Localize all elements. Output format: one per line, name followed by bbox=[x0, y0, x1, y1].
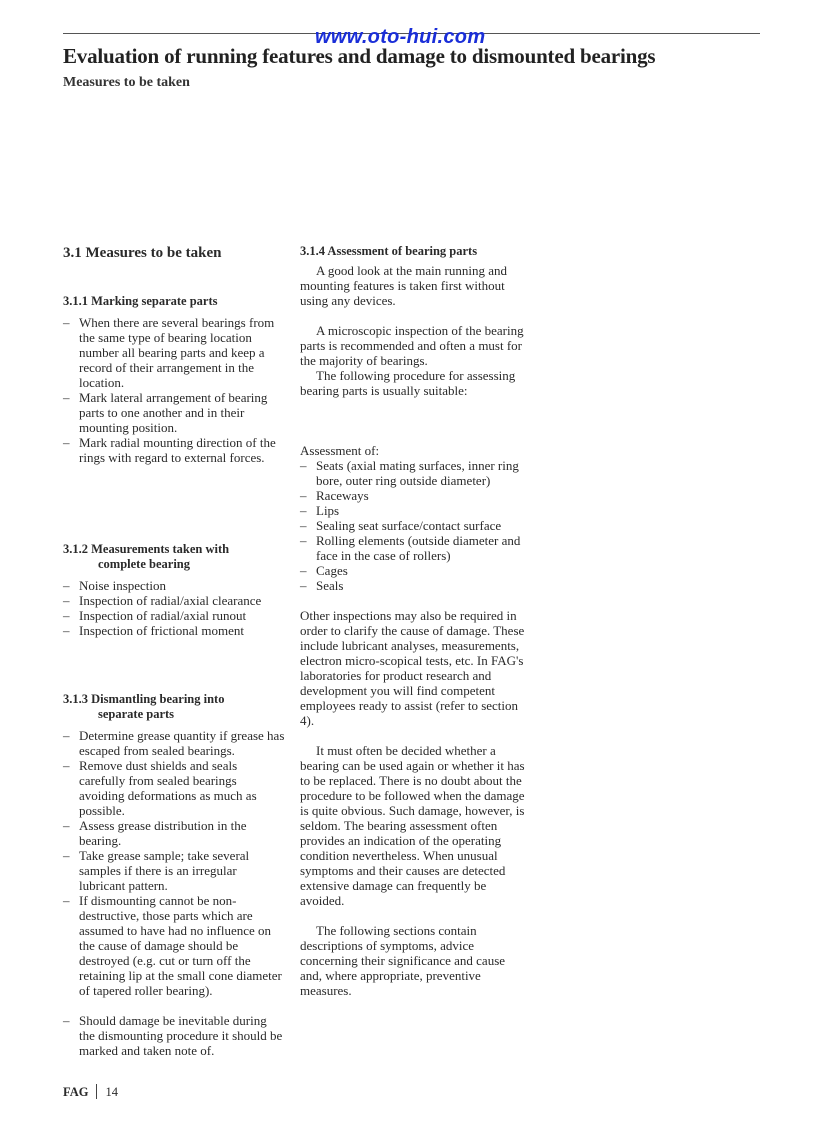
dismantling-list bbox=[63, 728, 285, 998]
watermark-link[interactable]: www.oto-hui.com bbox=[315, 26, 486, 48]
list-item: – Rolling elements (outside diameter and face in the case of rollers) bbox=[300, 533, 525, 563]
list-item: – Lips bbox=[300, 503, 525, 518]
footer-brand: FAG bbox=[63, 1085, 89, 1099]
section-title: 3.1 Measures to be taken bbox=[63, 245, 222, 261]
assessment-list bbox=[300, 458, 525, 593]
paragraph: The following procedure for assessing bearing parts is usually suitable: bbox=[300, 368, 516, 398]
page-subtitle: Measures to be taken bbox=[63, 75, 190, 90]
list-item: – Assess grease distribution in the bearing. bbox=[63, 818, 285, 848]
list-item: – Inspection of radial/axial runout bbox=[63, 608, 285, 623]
paragraph: Other inspections may also be required in order to clarify the cause of damage. These include lubricant analyses, measurements, electron micro-scopical tests, etc. In FAG's laboratories for product research and development you will find competent employees ready to assist (refer to section 4). bbox=[300, 608, 525, 728]
paragraph: A microscopic inspection of the bearing parts is recommended and often a must for the majority of bearings. bbox=[300, 323, 524, 368]
list-item: – Inspection of radial/axial clearance bbox=[63, 593, 285, 608]
list-item: – Seats (axial mating surfaces, inner ring bore, outer ring outside diameter) bbox=[300, 458, 525, 488]
footer-divider bbox=[96, 1084, 97, 1099]
list-item: – Seals bbox=[300, 578, 525, 593]
list-item: – If dismounting cannot be non-destructive, those parts which are assumed to have had no influence on the cause of damage should be destroyed (e.g. cut or turn off the retaining lip at the small cone diameter of tapered roller bearing). bbox=[63, 893, 285, 998]
page-title: Evaluation of running features and damage to dismounted bearings bbox=[63, 44, 656, 68]
page-number: 14 bbox=[105, 1085, 118, 1099]
list-item: – When there are several bearings from the same type of bearing location number all bearing parts and keep a record of their arrangement in the location. bbox=[63, 315, 285, 390]
section-3-1-4-title: 3.1.4 Assessment of bearing parts bbox=[300, 244, 478, 258]
section-3-1-3-title: 3.1.3 Dismantling bearing into separate parts bbox=[63, 692, 225, 721]
list-item: – Should damage be inevitable during the dismounting procedure it should be marked and taken note of. bbox=[63, 1013, 285, 1058]
list-item: – Cages bbox=[300, 563, 525, 578]
list-item: – Mark radial mounting direction of the rings with regard to external forces. bbox=[63, 435, 285, 465]
assessment-label: Assessment of: bbox=[300, 443, 380, 458]
paragraph: The following sections contain descriptions of symptoms, advice concerning their significance and cause and, where appropriate, preventive measures. bbox=[300, 923, 506, 998]
paragraph: It must often be decided whether a bearing can be used again or whether it has to be replaced. There is no doubt about the procedure to be followed when the damage is quite obvious. Such damage, however, is seldom. The bearing assessment often provides an indication of the operating condition nevertheless. When unusual symptoms and their causes are detected extensive damage can frequently be avoided. bbox=[300, 743, 525, 908]
list-item: – Sealing seat surface/contact surface bbox=[300, 518, 525, 533]
list-item: – Noise inspection bbox=[63, 578, 285, 593]
list-item: – Remove dust shields and seals carefully from sealed bearings avoiding deformations as much as possible. bbox=[63, 758, 285, 818]
left-column bbox=[63, 244, 285, 1058]
dismantling-list-final bbox=[63, 1013, 285, 1058]
section-3-1-1-title: 3.1.1 Marking separate parts bbox=[63, 294, 218, 308]
list-item: – Take grease sample; take several samples if there is an irregular lubricant pattern. bbox=[63, 848, 285, 893]
paragraph: A good look at the main running and mounting features is taken first without using any devices. bbox=[300, 263, 508, 308]
list-item: – Inspection of frictional moment bbox=[63, 623, 285, 638]
list-item: – Determine grease quantity if grease has escaped from sealed bearings. bbox=[63, 728, 285, 758]
measurements-list bbox=[63, 578, 285, 638]
list-item: – Raceways bbox=[300, 488, 525, 503]
page-footer bbox=[63, 1084, 118, 1100]
list-item: – Mark lateral arrangement of bearing parts to one another and in their mounting position. bbox=[63, 390, 285, 435]
marking-list bbox=[63, 315, 285, 465]
right-column bbox=[300, 244, 525, 998]
section-3-1-2-title: 3.1.2 Measurements taken with complete bearing bbox=[63, 542, 230, 571]
